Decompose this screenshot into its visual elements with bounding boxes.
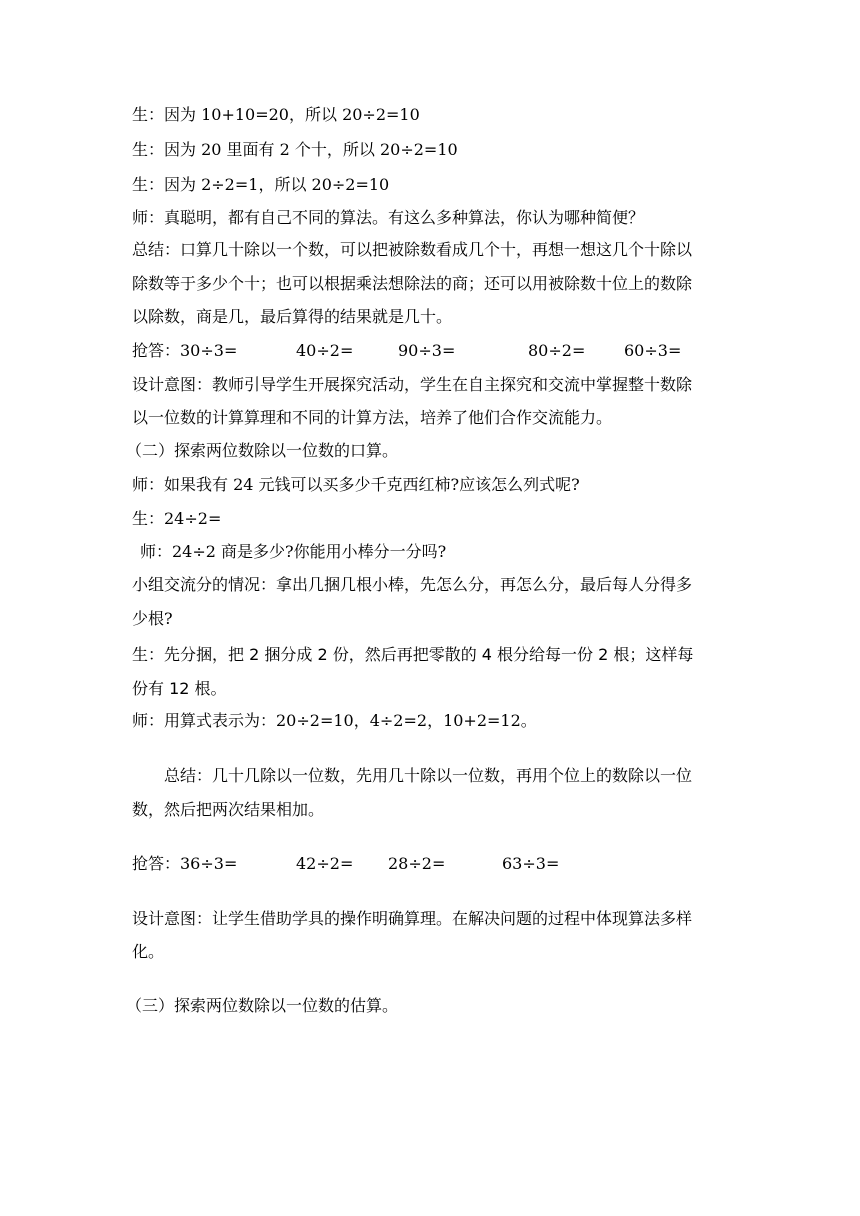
dialog-line: 生：因为 2÷2=1，所以 20÷2=10 xyxy=(132,175,390,194)
dialog-line: 师：如果我有 24 元钱可以买多少千克西红柿?应该怎么列式呢? xyxy=(132,475,580,494)
summary-line: 总结：口算几十除以一个数，可以把被除数看成几个十，再想一想这几个十除以 xyxy=(132,240,693,259)
quiz-item: 80÷2= xyxy=(528,341,586,360)
dialog-line: 生：24÷2= xyxy=(132,509,222,528)
quiz-item: 60÷3= xyxy=(624,341,682,360)
design-intent-line: 设计意图：让学生借助学具的操作明确算理。在解决问题的过程中体现算法多样 xyxy=(132,909,693,928)
quiz-label: 抢答： xyxy=(132,854,181,873)
design-intent-line: 化。 xyxy=(132,942,165,961)
section-heading-3: （三）探索两位数除以一位数的估算。 xyxy=(126,996,399,1015)
quiz-label: 抢答： xyxy=(132,341,181,360)
dialog-line: 生：因为 20 里面有 2 个十，所以 20÷2=10 xyxy=(132,140,458,159)
section-heading-2: （二）探索两位数除以一位数的口算。 xyxy=(126,441,399,460)
quiz-item: 42÷2= xyxy=(296,854,354,873)
quiz-item: 90÷3= xyxy=(398,341,456,360)
quiz-item: 30÷3= xyxy=(180,341,238,360)
quiz-item: 36÷3= xyxy=(180,854,238,873)
summary-line: 除数等于多少个十；也可以根据乘法想除法的商；还可以用被除数十位上的数除 xyxy=(132,274,693,293)
dialog-line: 生：因为 10+10=20，所以 20÷2=10 xyxy=(132,105,420,124)
dialog-line: 师：真聪明，都有自己不同的算法。有这么多种算法，你认为哪种简便？ xyxy=(132,208,645,227)
quiz-item: 28÷2= xyxy=(388,854,446,873)
dialog-line: 少根? xyxy=(132,609,173,628)
design-intent-line: 设计意图：教师引导学生开展探究活动，学生在自主探究和交流中掌握整十数除 xyxy=(132,375,693,394)
dialog-line: 师：用算式表示为：20÷2=10，4÷2=2，10+2=12。 xyxy=(132,711,537,730)
summary-line: 总结：几十几除以一位数，先用几十除以一位数，再用个位上的数除以一位 xyxy=(164,766,693,785)
quiz-item: 40÷2= xyxy=(296,341,354,360)
summary-line: 以除数，商是几，最后算得的结果就是几十。 xyxy=(132,307,453,326)
dialog-line: 份有 12 根。 xyxy=(132,679,227,698)
dialog-line: 生：先分捆，把 2 捆分成 2 份，然后再把零散的 4 根分给每一份 2 根；这样每 xyxy=(132,645,694,664)
design-intent-line: 以一位数的计算算理和不同的计算方法，培养了他们合作交流能力。 xyxy=(132,408,613,427)
dialog-line: 师：24÷2 商是多少?你能用小棒分一分吗? xyxy=(140,542,447,561)
quiz-item: 63÷3= xyxy=(502,854,560,873)
dialog-line: 小组交流分的情况：拿出几捆几根小棒，先怎么分，再怎么分，最后每人分得多 xyxy=(132,575,693,594)
summary-line: 数，然后把两次结果相加。 xyxy=(132,800,325,819)
